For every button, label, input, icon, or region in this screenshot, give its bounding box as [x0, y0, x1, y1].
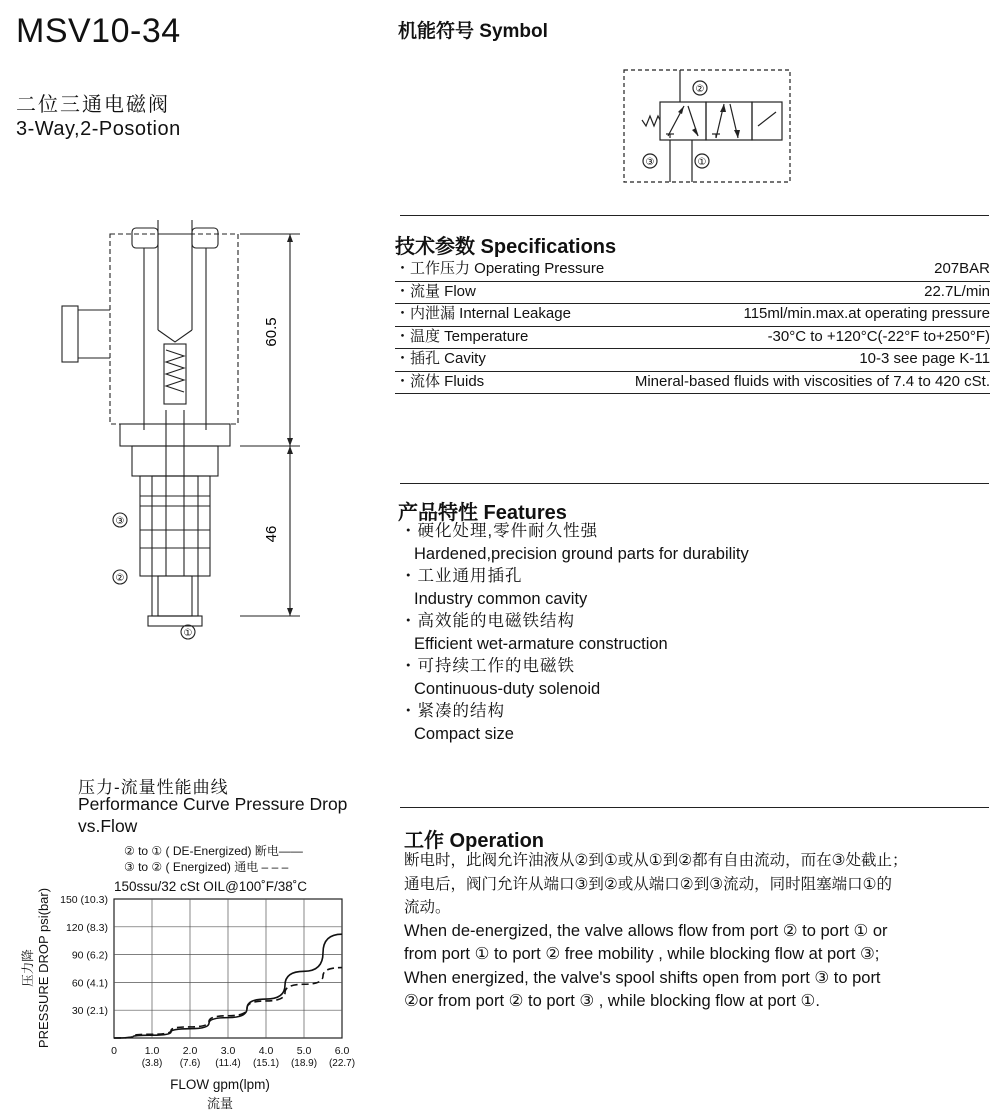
performance-title-en: Performance Curve Pressure Drop vs.Flow [78, 794, 348, 836]
divider-features [400, 483, 989, 484]
drawing-port-1: ① [183, 628, 193, 639]
feature-en: Hardened,precision ground parts for durability [414, 544, 749, 563]
x-axis-label: FLOW gpm(lpm) [170, 1077, 270, 1092]
specifications-title: 技术参数 Specifications [395, 236, 617, 258]
operation-cn-line: 流动。 [404, 899, 451, 916]
spec-row-temperature [395, 327, 990, 350]
subtitle-en: 3-Way,2-Posotion [16, 118, 181, 140]
y-tick-label: 90 (6.2) [71, 949, 108, 962]
spec-value: 10-3 see page K-11 [859, 350, 990, 367]
x-tick-sublabel: (3.8) [141, 1058, 163, 1069]
performance-title-cn: 压力-流量性能曲线 [78, 778, 229, 797]
features-list [398, 520, 749, 745]
y-tick-label: 120 (8.3) [65, 921, 108, 934]
legend-entry-deenergized: ② to ① ( DE-Energized) 断电—— [124, 844, 303, 858]
x-tick-label: 6.0 [334, 1045, 350, 1057]
feature-en: Efficient wet-armature construction [414, 634, 668, 653]
y-axis-label-cn: 压力降 [21, 949, 35, 987]
feature-en: Continuous-duty solenoid [414, 679, 601, 698]
y-axis-label: PRESSURE DROP psi(bar) [36, 887, 51, 1049]
operation-en-line: When energized, the valve's spool shifts open from port ③ to port [404, 968, 881, 987]
spec-label: ・流量 Flow [395, 282, 476, 300]
x-tick-label: 4.0 [258, 1045, 274, 1057]
x-tick-label: 1.0 [144, 1045, 160, 1057]
feature-cn: ・高效能的电磁铁结构 [400, 612, 575, 630]
divider-specifications [400, 215, 989, 216]
x-tick-label: 3.0 [220, 1045, 236, 1057]
spec-label: ・内泄漏 Internal Leakage [395, 305, 571, 322]
dimension-upper: 60.5 [263, 317, 280, 347]
drawing-port-2: ② [115, 573, 125, 584]
x-tick-sublabel: (7.6) [179, 1058, 201, 1069]
spec-label: ・流体 Fluids [395, 372, 485, 390]
operation-en-line: When de-energized, the valve allows flow from port ② to port ① or [404, 921, 888, 940]
operation-en-line: from port ① to port ② free mobility , while blocking flow at port ③; [404, 945, 880, 963]
symbol-title: 机能符号 Symbol [398, 21, 548, 42]
feature-cn: ・可持续工作的电磁铁 [400, 657, 575, 675]
specifications-table [395, 259, 990, 394]
feature-en: Industry common cavity [414, 589, 588, 608]
spec-row-pressure [395, 259, 990, 282]
features-title: 产品特性 Features [398, 502, 567, 524]
spec-value: -30°C to +120°C(-22°F to+250°F) [767, 327, 990, 345]
spec-value: 22.7L/min [924, 282, 990, 300]
symbol-port-1: ① [697, 157, 707, 168]
x-tick-label: 2.0 [182, 1045, 198, 1057]
spec-row-fluids [395, 372, 990, 395]
spec-value: 207BAR [934, 260, 990, 277]
spec-row-leakage [395, 304, 990, 327]
subtitle-cn: 二位三通电磁阀 [16, 94, 170, 116]
spec-label: ・工作压力 Operating Pressure [395, 260, 605, 277]
x-tick-sublabel: (15.1) [252, 1058, 280, 1069]
operation-title: 工作 Operation [404, 830, 545, 852]
operation-cn-line: 通电后，阀门允许从端口③到②或从端口②到③流动，同时阻塞端口①的 [404, 875, 892, 893]
y-tick-label: 30 (2.1) [71, 1005, 108, 1018]
valve-cross-section [40, 210, 330, 650]
x-tick-label: 0 [111, 1045, 117, 1057]
spec-value: Mineral-based fluids with viscosities of 7.4 to 420 cSt. [634, 372, 990, 390]
chart-legend [124, 843, 303, 875]
x-axis-label-cn: 流量 [206, 1096, 234, 1111]
feature-cn: ・紧凑的结构 [400, 702, 505, 720]
spec-label: ・温度 Temperature [395, 327, 529, 345]
x-tick-sublabel: (11.4) [215, 1058, 241, 1069]
oil-condition-label: 150ssu/32 cSt OIL@100˚F/38˚C [114, 879, 308, 894]
x-tick-sublabel: (22.7) [328, 1058, 356, 1069]
y-tick-label: 60 (4.1) [71, 977, 108, 990]
x-tick-label: 5.0 [296, 1045, 312, 1057]
spec-row-flow [395, 282, 990, 305]
feature-cn: ・工业通用插孔 [400, 567, 523, 585]
dimension-lower: 46 [263, 525, 280, 543]
spec-label: ・插孔 Cavity [395, 350, 486, 367]
x-tick-sublabel: (18.9) [290, 1058, 318, 1069]
y-tick-label: 150 (10.3) [60, 894, 108, 906]
spec-value: 115ml/min.max.at operating pressure [743, 305, 990, 322]
operation-cn-line: 断电时，此阀允许油液从②到①或从①到②都有自由流动，而在③处截止； [404, 852, 908, 869]
divider-operation [400, 807, 989, 808]
legend-entry-energized: ③ to ② ( Energized) 通电 – – – [124, 860, 289, 874]
symbol-port-2: ② [695, 84, 705, 95]
feature-en: Compact size [414, 724, 514, 743]
spec-row-cavity [395, 349, 990, 372]
drawing-port-3: ③ [115, 516, 125, 527]
operation-text [404, 849, 994, 1014]
model-title: MSV10-34 [16, 12, 181, 50]
symbol-port-3: ③ [645, 157, 655, 168]
operation-en-line: ②or from port ② to port ③ , while blocking flow at port ①. [404, 992, 820, 1010]
hydraulic-symbol [620, 68, 795, 186]
feature-cn: ・硬化处理,零件耐久性强 [400, 522, 599, 540]
performance-chart [0, 880, 380, 1118]
